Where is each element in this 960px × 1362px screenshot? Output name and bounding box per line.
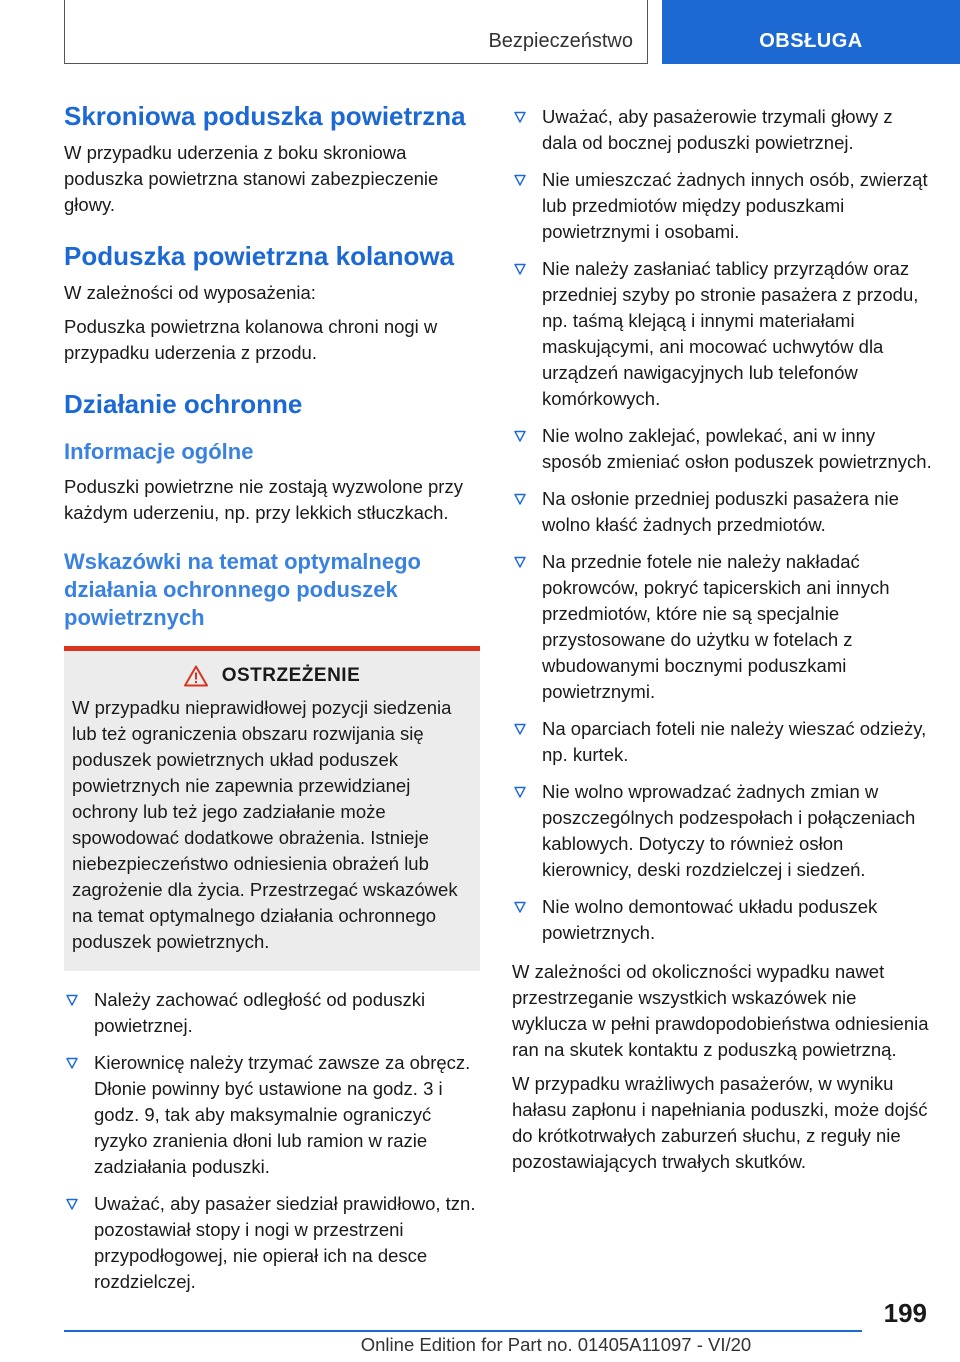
triangle-bullet-icon xyxy=(514,263,526,275)
right-bullet-list xyxy=(512,104,932,946)
right-column xyxy=(512,104,932,1175)
text-informacje: Poduszki powietrzne nie zostają wyzwolone przy każdym uderzeniu, np. przy lekkich stłuczkach. xyxy=(64,476,463,523)
triangle-bullet-icon xyxy=(514,111,526,123)
list-item xyxy=(512,779,932,883)
list-item xyxy=(64,1191,480,1295)
list-item xyxy=(64,1050,480,1180)
triangle-bullet-icon xyxy=(514,901,526,913)
list-item-text: Nie należy zasłaniać tablicy przyrządów oraz przedniej szyby po stronie pasażera z przodu, np. taśmą klejącą i innymi materiałami maskującymi, ani mocować uchwytów dla urządzeń nawigacyjnych lub telefonów komórkowych. xyxy=(542,258,919,409)
heading-kolanowa: Poduszka powietrzna kolanowa xyxy=(64,241,455,271)
triangle-bullet-icon xyxy=(66,994,78,1006)
triangle-bullet-icon xyxy=(514,174,526,186)
heading-skroniowa: Skroniowa poduszka powietrzna xyxy=(64,101,466,131)
text-kolanowa-availability: W zależności od wyposażenia: xyxy=(64,282,316,303)
triangle-bullet-icon xyxy=(66,1057,78,1069)
list-item-text: Należy zachować odległość od poduszki powietrznej. xyxy=(94,989,426,1036)
footer-divider xyxy=(64,1330,862,1332)
list-item-text: Na osłonie przedniej poduszki pasażera nie wolno kłaść żadnych przedmiotów. xyxy=(542,488,899,535)
list-item-text: Na przednie fotele nie należy nakładać pokrowców, pokryć tapicerskich ani innych przedmiotów, które nie są specjalnie przystosowane do użytku w fotelach z wbudowanymi bocznymi poduszkami powietrznymi. xyxy=(542,551,890,702)
text-closing-2: W przypadku wrażliwych pasażerów, w wyniku hałasu zapłonu i napełniania poduszki, może dojść do krótkotrwałych zaburzeń słuchu, z reguły nie pozostawiających trwałych skutków. xyxy=(512,1073,928,1172)
left-bullet-list xyxy=(64,987,480,1295)
list-item xyxy=(512,167,932,245)
list-item xyxy=(512,486,932,538)
list-item-text: Nie wolno demontować układu poduszek powietrznych. xyxy=(542,896,878,943)
heading-informacje-ogolne: Informacje ogólne xyxy=(64,439,254,464)
warning-triangle-icon xyxy=(184,665,208,687)
list-item xyxy=(512,894,932,946)
list-item xyxy=(512,423,932,475)
list-item-text: Nie umieszczać żadnych innych osób, zwierząt lub przedmiotów między poduszkami powietrznymi i osobami. xyxy=(542,169,928,242)
left-column xyxy=(64,100,480,1306)
triangle-bullet-icon xyxy=(514,786,526,798)
list-item-text: Kierownicę należy trzymać zawsze za obręcz. Dłonie powinny być ustawione na godz. 3 i godz. 9, tak aby maksymalnie ograniczyć ryzyko zranienia dłoni lub ramion w razie zadziałania poduszki. xyxy=(94,1052,471,1177)
triangle-bullet-icon xyxy=(66,1198,78,1210)
text-skroniowa: W przypadku uderzenia z boku skroniowa poduszka powietrzna stanowi zabezpieczenie głowy. xyxy=(64,142,439,215)
list-item xyxy=(512,104,932,156)
page-number: 199 xyxy=(883,1298,927,1328)
list-item xyxy=(512,716,932,768)
triangle-bullet-icon xyxy=(514,430,526,442)
list-item-text: Nie wolno wprowadzać żadnych zmian w poszczególnych podzespołach i połączeniach kablowych. Dotyczy to również osłon kierownicy, deski rozdzielczej i siedzeń. xyxy=(542,781,916,880)
triangle-bullet-icon xyxy=(514,723,526,735)
text-closing-1: W zależności od okoliczności wypadku nawet przestrzeganie wszystkich wskazówek nie wyklucza w pełni prawdopodobieństwa odniesienia ran na skutek kontaktu z poduszką powietrzną. xyxy=(512,961,929,1060)
footer-edition-text: Online Edition for Part no. 01405A11097 - VI/20 xyxy=(360,1334,752,1355)
warning-title: OSTRZEŻENIE xyxy=(221,665,361,686)
list-item-text: Uważać, aby pasażerowie trzymali głowy z dala od bocznej poduszki powietrznej. xyxy=(542,106,893,153)
list-item-text: Uważać, aby pasażer siedział prawidłowo, tzn. pozostawiał stopy i nogi w przestrzeni przypodłogowej, nie opierał ich na desce rozdzielczej. xyxy=(94,1193,476,1292)
triangle-bullet-icon xyxy=(514,556,526,568)
header-chapter-label: OBSŁUGA xyxy=(759,30,863,52)
header-section-label: Bezpieczeństwo xyxy=(488,30,633,52)
list-item-text: Nie wolno zaklejać, powlekać, ani w inny sposób zmieniać osłon poduszek powietrznych. xyxy=(542,425,932,472)
text-kolanowa: Poduszka powietrzna kolanowa chroni nogi w przypadku uderzenia z przodu. xyxy=(64,316,438,363)
list-item xyxy=(512,256,932,412)
list-item xyxy=(64,987,480,1039)
warning-text: W przypadku nieprawidłowej pozycji siedzenia lub też ograniczenia obszaru rozwijania się poduszek powietrznych układ poduszek powietrznych nie zapewnia przewidzianej ochrony lub też jego zadziałanie może spowodować dodatkowe obrażenia. Istnieje niebezpieczeństwo odniesienia obrażeń lub zagrożenie dla życia. Przestrzegać wskazówek na temat optymalnego działania ochronnego poduszek powietrznych. xyxy=(72,697,458,952)
triangle-bullet-icon xyxy=(514,493,526,505)
warning-header xyxy=(72,665,472,687)
heading-wskazowki: Wskazówki na temat optymalnego działania ochronnego poduszek powietrznych xyxy=(64,549,421,630)
header-chapter-tab xyxy=(662,0,960,64)
heading-dzialanie-ochronne: Działanie ochronne xyxy=(64,389,303,419)
list-item xyxy=(512,549,932,705)
header-section-tab xyxy=(64,0,648,64)
warning-box xyxy=(64,646,480,971)
list-item-text: Na oparciach foteli nie należy wieszać odzieży, np. kurtek. xyxy=(542,718,927,765)
footer-edition xyxy=(0,1334,960,1356)
